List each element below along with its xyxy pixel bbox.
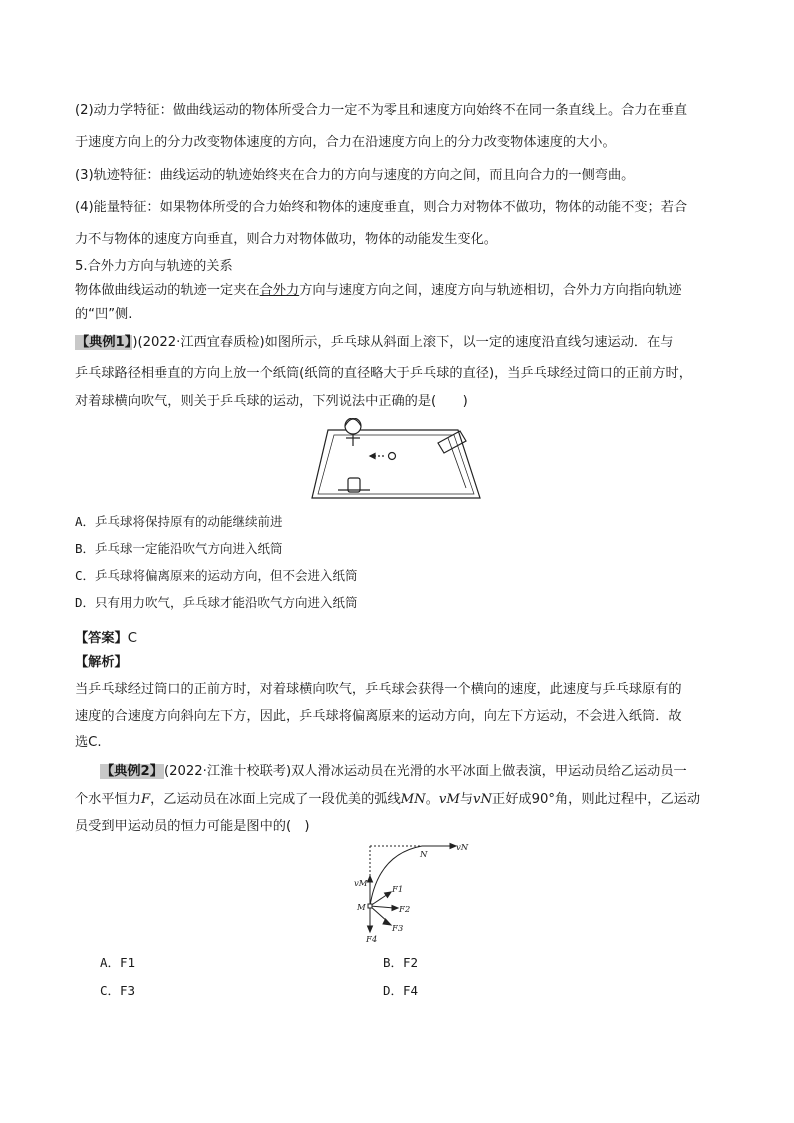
example-2-tag: 【典例2】: [101, 764, 163, 779]
paragraph-energy-1: (4)能量特征：如果物体所受的合力始终和物体的速度垂直，则合力对物体不做功，物体的动能不变；若合: [75, 200, 688, 215]
paragraph-dynamics-2: 于速度方向上的分力改变物体速度的方向，合力在沿速度方向上的分力改变物体速度的大小。: [75, 135, 616, 150]
label-M: M: [357, 903, 366, 913]
example-1-analysis-2: 速度的合速度方向斜向左下方，因此，乒乓球将偏离原来的运动方向，向左下方运动，不会进入纸筒．故: [75, 709, 682, 724]
paragraph-dynamics-1: (2)动力学特征：做曲线运动的物体所受合力一定不为零且和速度方向始终不在同一条直线上。合力在垂直: [75, 103, 688, 118]
example-2-line-2: 个水平恒力F，乙运动员在冰面上完成了一段优美的弧线MN。vM与vN正好成90°角，则此过程中，乙运动: [75, 792, 701, 807]
paragraph-energy-2: 力不与物体的速度方向垂直，则合力对物体做功，物体的动能发生变化。: [75, 232, 497, 247]
label-F2: F2: [399, 905, 411, 915]
example-2-option-a[interactable]: A．F1: [100, 955, 136, 970]
example-1-line-1: 【典例1】)(2022·江西宜春质检)如图所示，乒乓球从斜面上滚下，以一定的速度沿直线匀速运动．在与: [76, 335, 674, 350]
example-1-analysis-label: 【解析】: [75, 655, 128, 670]
example-2-line-1: 【典例2】(2022·江淮十校联考)双人滑冰运动员在光滑的水平冰面上做表演，甲运动员给乙运动员一: [101, 764, 687, 779]
example-1-answer: 【答案】C: [75, 631, 137, 646]
ping-pong-figure: [308, 418, 486, 506]
example-1-option-b[interactable]: B．乒乓球一定能沿吹气方向进入纸筒: [75, 541, 283, 556]
example-1-line-2: 乒乓球路径相垂直的方向上放一个纸筒(纸筒的直径略大于乒乓球的直径)，当乒乓球经过筒口的正前方时，: [75, 366, 692, 381]
label-vN: vN: [456, 843, 469, 853]
section-5-line-2: 的“凹”侧.: [75, 307, 133, 322]
example-1-option-a[interactable]: A．乒乓球将保持原有的动能继续前进: [75, 514, 283, 529]
label-N: N: [420, 850, 428, 860]
example-2-option-d[interactable]: D．F4: [383, 983, 419, 998]
label-vM: vM: [354, 879, 368, 889]
example-1-option-d[interactable]: D．只有用力吹气，乒乓球才能沿吹气方向进入纸筒: [75, 595, 358, 610]
label-F3: F3: [392, 924, 404, 934]
label-F1: F1: [392, 885, 404, 895]
example-2-line-3: 员受到甲运动员的恒力可能是图中的( ): [75, 819, 310, 834]
trajectory-figure: [352, 840, 502, 948]
example-2-option-b[interactable]: B．F2: [383, 955, 419, 970]
section-5-title: 5.合外力方向与轨迹的关系: [75, 259, 233, 274]
example-1-option-c[interactable]: C．乒乓球将偏离原来的运动方向，但不会进入纸筒: [75, 568, 358, 583]
example-2-option-c[interactable]: C．F3: [100, 983, 136, 998]
example-1-tag: 【典例1】: [76, 335, 132, 350]
example-1-line-3: 对着球横向吹气，则关于乒乓球的运动，下列说法中正确的是( ): [75, 394, 468, 409]
example-1-analysis-1: 当乒乓球经过筒口的正前方时，对着球横向吹气，乒乓球会获得一个横向的速度，此速度与乒乓球原有的: [75, 682, 682, 697]
section-5-line-1: 物体做曲线运动的轨迹一定夹在合外力方向与速度方向之间，速度方向与轨迹相切，合外力方向指向轨迹: [75, 283, 682, 298]
paragraph-trajectory: (3)轨迹特征：曲线运动的轨迹始终夹在合力的方向与速度的方向之间，而且向合力的一侧弯曲。: [75, 168, 635, 183]
example-1-analysis-3: 选C.: [75, 735, 102, 750]
label-F4: F4: [366, 935, 378, 945]
